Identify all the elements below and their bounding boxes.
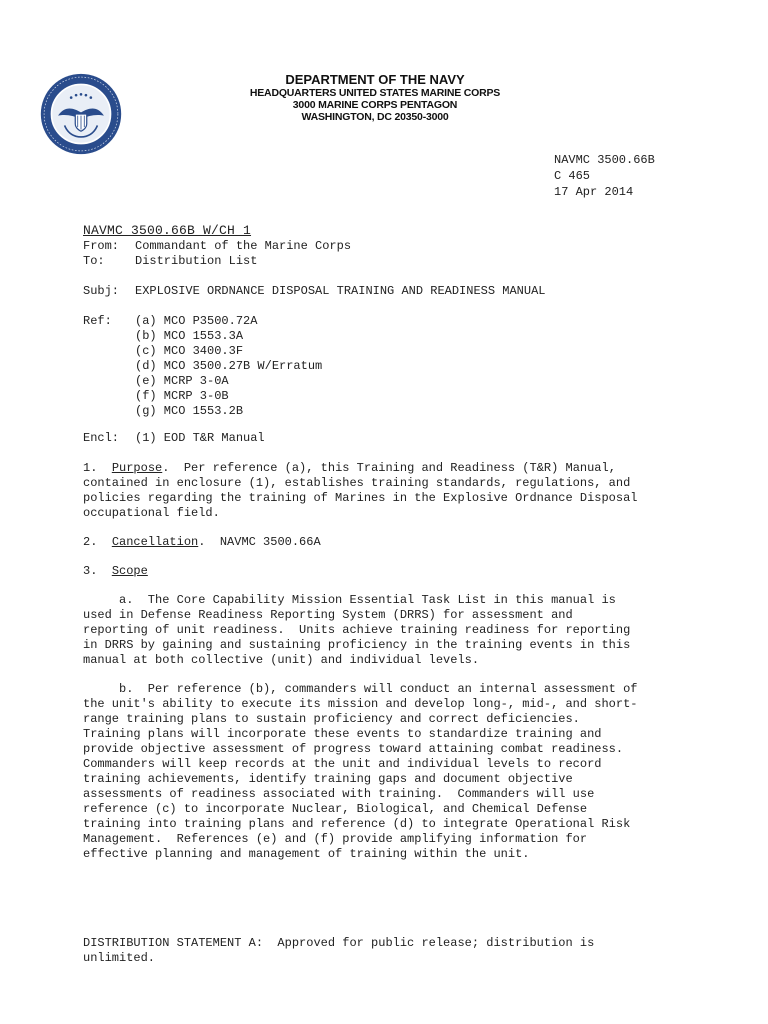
- reference-list: [135, 314, 322, 419]
- para-number: 3.: [83, 564, 98, 578]
- document-number: NAVMC 3500.66B: [554, 153, 655, 167]
- to-value: Distribution List: [135, 254, 258, 268]
- reference-item: (f) MCRP 3-0B: [135, 389, 229, 403]
- para-text: occupational field.: [83, 506, 220, 520]
- para-text: assessments of readiness associated with training. Commanders will use: [83, 787, 595, 801]
- reference-item: (a) MCO P3500.72A: [135, 314, 258, 328]
- paragraph-scope-a: [83, 593, 683, 668]
- subject-label: Subj:: [83, 284, 120, 298]
- para-text: training achievements, identify training gaps and document objective: [83, 772, 573, 786]
- to-line: [83, 254, 257, 269]
- paragraph-cancellation: [83, 535, 683, 550]
- department-name: DEPARTMENT OF THE NAVY: [285, 72, 465, 87]
- address-line: 3000 MARINE CORPS PENTAGON: [292, 99, 458, 111]
- para-heading: Scope: [111, 564, 148, 578]
- para-text: Training plans will incorporate these events to standardize training and: [83, 727, 602, 741]
- reference-item: (g) MCO 1553.2B: [135, 404, 244, 418]
- para-text: b. Per reference (b), commanders will conduct an internal assessment of: [83, 682, 638, 696]
- headquarters-name: HEADQUARTERS UNITED STATES MARINE CORPS: [249, 87, 501, 99]
- department-of-defense-seal-icon: [40, 73, 122, 155]
- to-label: To:: [83, 254, 105, 268]
- para-text: in DRRS by gaining and sustaining proficiency in the training events in this: [83, 638, 631, 652]
- paragraph-scope-b: [83, 682, 683, 862]
- para-text: a. The Core Capability Mission Essential Task List in this manual is: [83, 593, 616, 607]
- paragraph-purpose: [83, 461, 683, 521]
- para-text: reference (c) to incorporate Nuclear, Biological, and Chemical Defense: [83, 802, 588, 816]
- reference-item: (c) MCO 3400.3F: [135, 344, 244, 358]
- enclosure-line: [83, 431, 265, 446]
- change-number: C 465: [554, 169, 591, 183]
- para-text: contained in enclosure (1), establishes training standards, regulations, and: [83, 476, 631, 490]
- from-line: [83, 239, 351, 254]
- para-text: effective planning and management of training within the unit.: [83, 847, 530, 861]
- para-number: 1.: [83, 461, 98, 475]
- distribution-text: unlimited.: [83, 951, 156, 965]
- from-value: Commandant of the Marine Corps: [135, 239, 352, 253]
- para-text: the unit's ability to execute its mission and develop long-, mid-, and short-: [83, 697, 638, 711]
- para-text: used in Defense Readiness Reporting System (DRRS) for assessment and: [83, 608, 573, 622]
- ref-label: Ref:: [83, 314, 112, 328]
- reference-item: (d) MCO 3500.27B W/Erratum: [135, 359, 323, 373]
- document-reference-block: [554, 152, 655, 200]
- para-heading: Purpose: [111, 461, 163, 475]
- para-heading: Cancellation: [111, 535, 199, 549]
- subject-value: EXPLOSIVE ORDNANCE DISPOSAL TRAINING AND READINESS MANUAL: [135, 284, 546, 298]
- para-text: . NAVMC 3500.66A: [198, 535, 321, 549]
- paragraph-scope: [83, 564, 683, 579]
- reference-item: (e) MCRP 3-0A: [135, 374, 229, 388]
- para-text: Commanders will keep records at the unit and individual levels to record: [83, 757, 602, 771]
- subject-line: [83, 284, 545, 299]
- reference-item: (b) MCO 1553.3A: [135, 329, 244, 343]
- enclosure-value: (1) EOD T&R Manual: [135, 431, 265, 445]
- from-label: From:: [83, 239, 120, 253]
- para-text: . Per reference (a), this Training and Readiness (T&R) Manual,: [162, 461, 616, 475]
- letterhead: [180, 72, 570, 123]
- para-text: reporting of unit readiness. Units achieve training readiness for reporting: [83, 623, 631, 637]
- distribution-text: DISTRIBUTION STATEMENT A: Approved for public release; distribution is: [83, 936, 595, 950]
- para-text: manual at both collective (unit) and individual levels.: [83, 653, 480, 667]
- document-date: 17 Apr 2014: [554, 185, 634, 199]
- para-text: range training plans to sustain proficiency and correct deficiencies.: [83, 712, 580, 726]
- para-number: 2.: [83, 535, 98, 549]
- distribution-statement: [83, 936, 683, 966]
- para-text: provide objective assessment of progress toward attaining combat readiness.: [83, 742, 624, 756]
- enclosure-label: Encl:: [83, 431, 120, 445]
- para-text: training into training plans and reference (d) to integrate Operational Risk: [83, 817, 631, 831]
- city-line: WASHINGTON, DC 20350-3000: [301, 111, 449, 123]
- para-text: policies regarding the training of Marines in the Explosive Ordnance Disposal: [83, 491, 638, 505]
- document-title: NAVMC 3500.66B W/CH 1: [83, 223, 252, 238]
- para-text: Management. References (e) and (f) provide amplifying information for: [83, 832, 588, 846]
